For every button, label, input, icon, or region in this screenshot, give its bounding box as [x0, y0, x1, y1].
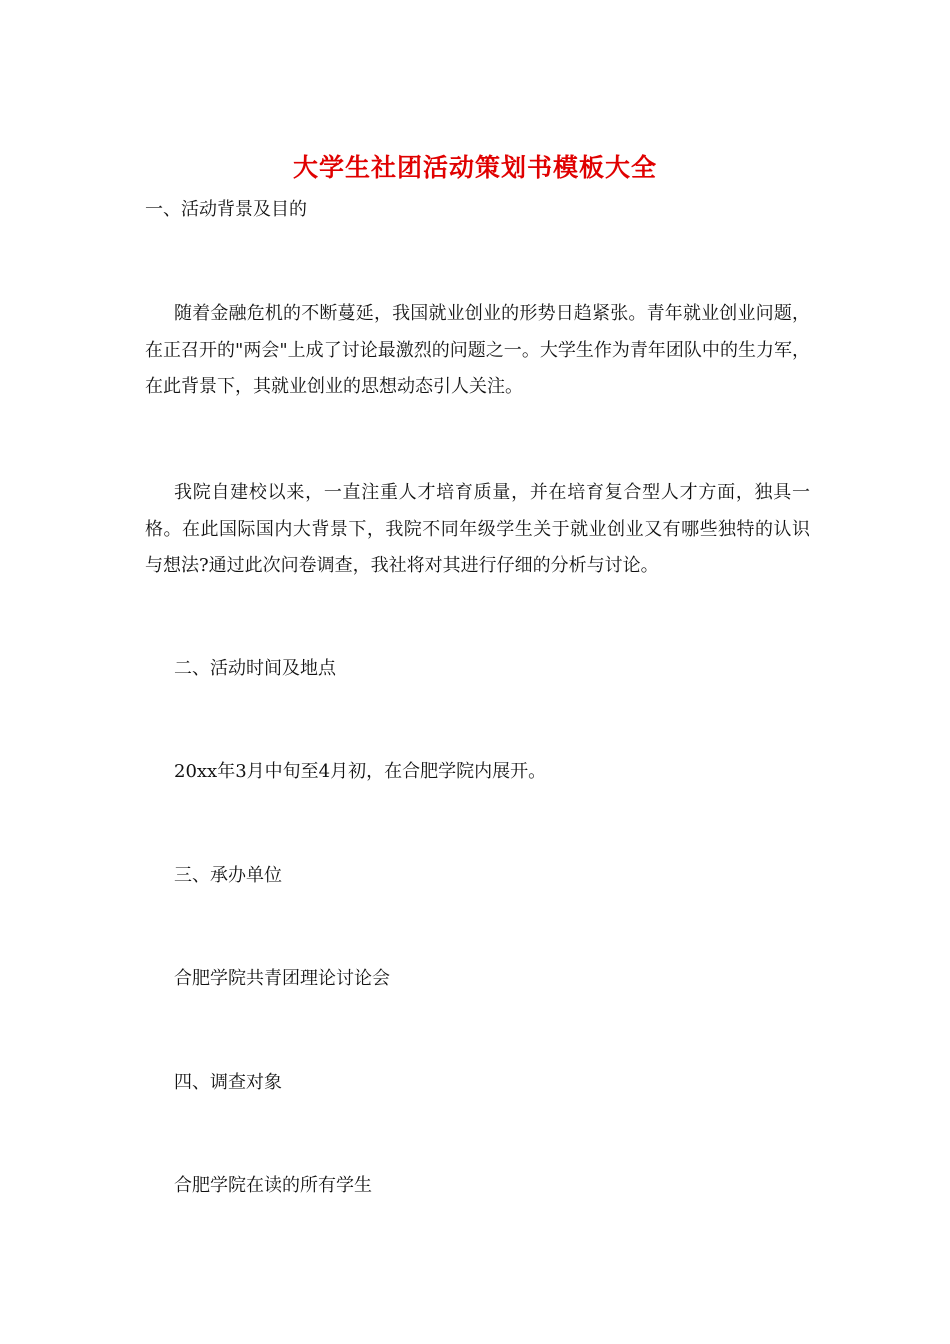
section-heading-time-place: 二、活动时间及地点 [174, 658, 336, 679]
section-heading-survey-target: 四、调查对象 [174, 1072, 282, 1093]
section-text-survey-target: 合肥学院在读的所有学生 [174, 1175, 372, 1196]
section-heading-background: 一、活动背景及目的 [145, 199, 307, 220]
paragraph-background-2: 我院自建校以来，一直注重人才培育质量，并在培育复合型人才方面，独具一格。在此国际国内大背景下，我院不同年级学生关于就业创业又有哪些独特的认识与想法?通过此次问卷调查，我社将对其进行仔细的分析与讨论。 [145, 482, 810, 576]
section-text-time-place: 20xx年3月中旬至4月初，在合肥学院内展开。 [174, 761, 547, 782]
section-heading-organizer: 三、承办单位 [174, 865, 282, 886]
section-text-organizer: 合肥学院共青团理论讨论会 [174, 968, 390, 989]
document-title: 大学生社团活动策划书模板大全 [292, 153, 657, 182]
paragraph-background-1: 随着金融危机的不断蔓延，我国就业创业的形势日趋紧张。青年就业创业问题，在正召开的"两会"上成了讨论最激烈的问题之一。大学生作为青年团队中的生力军，在此背景下，其就业创业的思想动态引人关注。 [145, 303, 810, 397]
